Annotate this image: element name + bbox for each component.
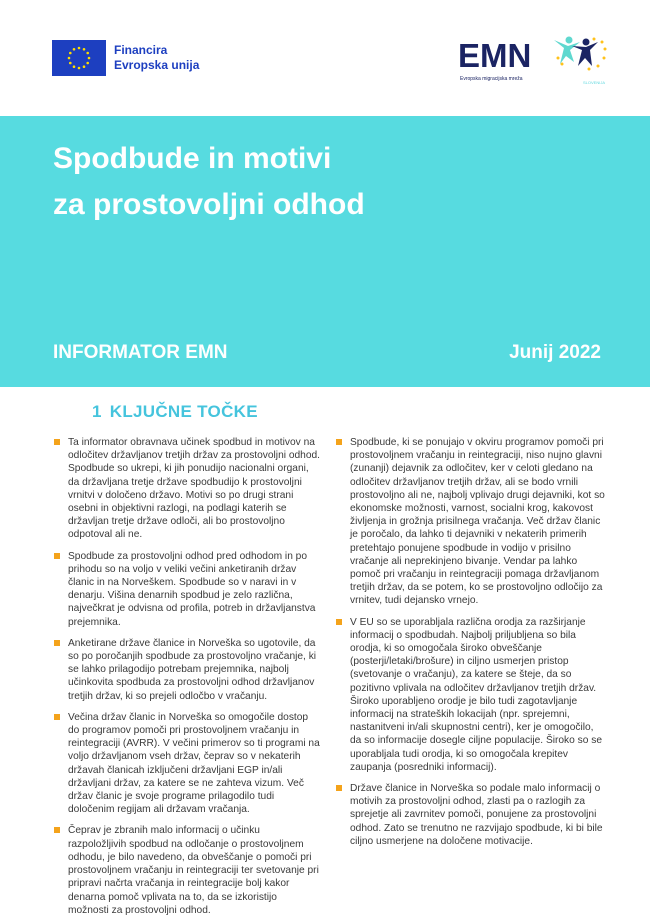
list-item-text: V EU so se uporabljala različna orodja za razširjanje informacij o spodbudah. Najbolj priljubljena so bila orodja, ki so omogočala široko obveščanje (posterji/letaki/brošure) in ciljno usmerjen pristop (svetovanje o vračanju), za katere se šteje, da so pozitivno vplivala na odločitev državljanov tretjih držav. Široko uporabljeno orodje je bilo tudi zagotavljanje informacij na strateških lokacijah (npr. sprejemni, nastanitveni in/ali skupnostni centri), ker je omogočilo, da so informacije dosegle ciljne populacije. Široko so se uporabljala tudi orodja, ki so omogočala krepitev zaupanja (posredniki informacij). — [350, 616, 602, 773]
emn-people-stars-icon — [552, 36, 622, 80]
bullet-square-icon — [54, 827, 60, 833]
section-heading — [92, 402, 258, 422]
list-item — [52, 436, 320, 542]
list-item-text: Čeprav je zbranih malo informacij o učinku razpoložljivih spodbud na odločanje o prostovoljnem odhodu, je bilo navedeno, da obveščanje o pomoči pri prostovoljnem vračanju in reintegraciji ter svetovanje pri pripravi načrta vračanja in reintegracije bolj kakor denarna pomoč vplivata na to, da se izkoristijo možnosti za prostovoljni odhod. — [68, 825, 319, 916]
list-item — [334, 616, 606, 774]
list-item-text: Spodbude, ki se ponujajo v okviru programov pomoči pri prostovoljnem vračanju in reintegraciji, niso nujno glavni (zunanji) dejavnik za odločitev, ker v celoti gledano na odločitev državljanov tretjih držav, ali se bodo vrnili prostovoljno ali ne, najbolj vplivajo drugi dejavniki, kot so ekonomske možnosti, varnost, socialni krog, kakovost življenja in grožnja prisilnega vračanja. Več držav članic je poročalo, da lahko ti dejavniki v nekaterih primerih pretehtajo ponujene spodbude in vodijo v prisilno vračanje ali neprekinjeno bivanje. Vendar pa lahko pomoč pri vračanju in reintegraciji pomaga državljanom tretjih držav, da se potem, ko se prostovoljno odločijo za vrnitev, tudi dejansko vrnejo. — [350, 437, 605, 607]
eu-text-line2: Evropska unija — [114, 58, 200, 72]
section-title: KLJUČNE TOČKE — [109, 402, 258, 421]
section-number: 1 — [92, 402, 102, 421]
list-item — [334, 782, 606, 848]
bullet-square-icon — [54, 640, 60, 646]
bullet-square-icon — [336, 619, 342, 625]
document-title — [53, 136, 365, 228]
eu-funding-text — [114, 43, 199, 73]
list-item — [52, 637, 320, 703]
bullet-square-icon — [54, 553, 60, 559]
eu-funding-logo — [52, 40, 199, 76]
left-column — [52, 436, 320, 920]
list-item-text: Ta informator obravnava učinek spodbud in motivov na odločitev državljanov tretjih držav za prostovoljni odhod. Spodbude so ukrepi, ki jih ponudijo nacionalni organi, da državljana tretje države spodbudijo k prostovoljni vrnitvi v določeno državo. Motivi so po drugi strani osebni in objektivni razlogi, na podlagi katerih se državljan tretje države odloči, ali bo prostovoljno odpotoval ali ne. — [68, 437, 320, 541]
list-item-text: Večina držav članic in Norveška so omogočile dostop do programov pomoči pri prostovoljnem vračanju in reintegraciji (AVRR). V večini primerov so ti programi na voljo državljanom vseh držav, čeprav so v nekaterih državah članicah izključeni državljani EGP in/ali državljani držav, za katere se ne zahteva vizum. Več držav članic je svoje programe prilagodilo tudi določenim regijam ali državam vračanja. — [68, 711, 320, 816]
emn-country: SLOVENIJA — [583, 80, 606, 85]
list-item-text: Spodbude za prostovoljni odhod pred odhodom in po prihodu so na voljo v veliki večini anketiranih držav članic in na Norveškem. Spodbude so v naravi in v denarju. Višina denarnih spodbud je zelo različna, največkrat je odvisna od profila, potreb in državljanstva prejemnika. — [68, 550, 316, 628]
list-item — [52, 550, 320, 629]
list-item — [334, 436, 606, 608]
series-label: INFORMATOR EMN — [53, 342, 228, 363]
list-item-text: Države članice in Norveška so podale malo informacij o motivih za prostovoljni odhod, zlasti pa o razlogih za sprejetje ali zavrnitev pomoči, ponujene za prostovoljni odhod. Zato se trenutno ne razvijajo spodbude, ki bi bile ciljno usmerjene na določene motivacije. — [350, 783, 603, 847]
list-item — [52, 824, 320, 916]
list-item — [52, 711, 320, 817]
emn-logo — [458, 36, 618, 86]
right-column — [334, 436, 606, 856]
title-line-2: za prostovoljni odhod — [53, 188, 365, 221]
emn-subtitle: Evropska migracijska mreža — [460, 76, 523, 82]
title-line-1: Spodbude in motivi — [53, 142, 332, 175]
eu-flag-icon — [52, 40, 106, 76]
bullet-square-icon — [54, 439, 60, 445]
publication-date: Junij 2022 — [509, 342, 601, 363]
eu-text-line1: Financira — [114, 43, 168, 57]
emn-wordmark: EMN — [458, 37, 532, 74]
title-banner — [0, 116, 650, 387]
bullet-square-icon — [54, 714, 60, 720]
list-item-text: Anketirane države članice in Norveška so ugotovile, da so po poročanjih spodbude za prostovoljno vračanje, ki se lahko prilagodijo potrebam prejemnika, najbolj učinkovita spodbuda za prostovoljni odhod državljanov tretjih držav, ki so prejeli odločbo v vračanju. — [68, 637, 317, 702]
bullet-square-icon — [336, 785, 342, 791]
bullet-square-icon — [336, 439, 342, 445]
